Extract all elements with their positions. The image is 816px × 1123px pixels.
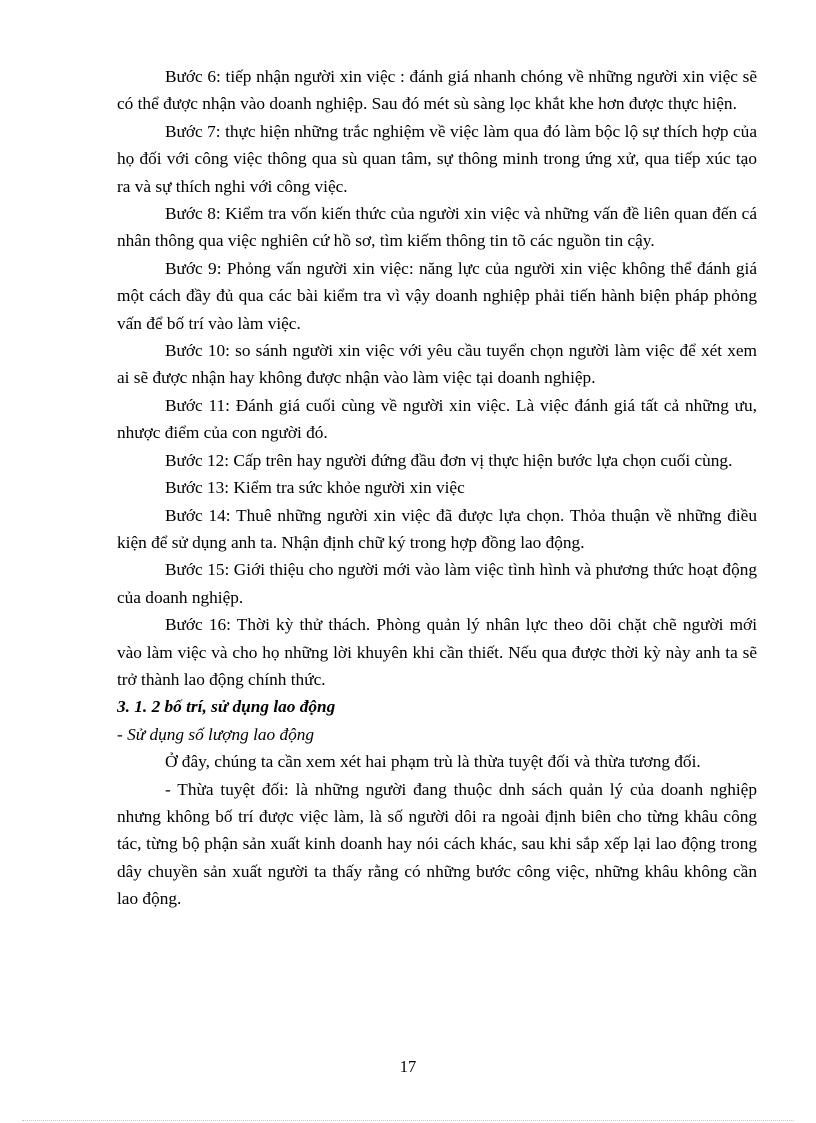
- paragraph-step-7: Bước 7: thực hiện những trắc nghiệm về việc làm qua đó làm bộc lộ sự thích hợp của họ đối với công việc thông qua sù quan tâm, sự thông minh trong ứng xử, qua tiếp xúc tạo ra và sự thích nghi với công việc.: [117, 121, 757, 196]
- page-content: [117, 63, 757, 913]
- paragraph-step-12: Bước 12: Cấp trên hay người đứng đầu đơn vị thực hiện bước lựa chọn cuối cùng.: [165, 450, 733, 470]
- paragraph-step-14: Bước 14: Thuê những người xin việc đã được lựa chọn. Thỏa thuận về những điều kiện để sử dụng anh ta. Nhận định chữ ký trong hợp đồng lao động.: [117, 505, 757, 552]
- paragraph-absolute-surplus: - Thừa tuyệt đối: là những người đang thuộc dnh sách quản lý của doanh nghiệp nhưng không bố trí được việc làm, là số người dôi ra ngoài định biên cho từng khâu công tác, từng bộ phận sản xuất kinh doanh hay nói cách khác, sau khi sắp xếp lại lao động trong dây chuyền sản xuất người ta thấy rằng có những bước công việc, những khâu không cần lao động.: [117, 779, 757, 909]
- footer-divider: [22, 1120, 794, 1121]
- paragraph-step-16: Bước 16: Thời kỳ thử thách. Phòng quản lý nhân lực theo dõi chặt chẽ người mới vào làm việc và cho họ những lời khuyên khi cần thiết. Nếu qua được thời kỳ này anh ta sẽ trở thành lao động chính thức.: [117, 615, 757, 689]
- paragraph-step-11: Bước 11: Đánh giá cuối cùng về người xin việc. Là việc đánh giá tất cả những ưu, nhược điểm của con người đó.: [117, 395, 757, 443]
- paragraph-surplus-intro: Ở đây, chúng ta cần xem xét hai phạm trù là thừa tuyệt đối và thừa tương đối.: [165, 752, 701, 772]
- section-heading: 3. 1. 2 bố trí, sử dụng lao động: [117, 697, 336, 717]
- page-number: 17: [399, 1057, 417, 1076]
- paragraph-step-8: Bước 8: Kiểm tra vốn kiến thức của người xin việc và những vấn đề liên quan đến cá nhân thông qua việc nghiên cứ hồ sơ, tìm kiếm thông tin tõ các nguồn tin cậy.: [117, 204, 757, 251]
- paragraph-step-6: Bước 6: tiếp nhận người xin việc : đánh giá nhanh chóng về những người xin việc sẽ có thể được nhận vào doanh nghiệp. Sau đó mét sù sàng lọc khắt khe hơn được thực hiện.: [117, 67, 757, 114]
- paragraph-step-13: Bước 13: Kiểm tra sức khỏe người xin việc: [165, 478, 465, 498]
- subsection-heading: - Sử dụng số lượng lao động: [117, 724, 315, 744]
- paragraph-step-9: Bước 9: Phỏng vấn người xin việc: năng lực của người xin việc không thể đánh giá một cách đầy đủ qua các bài kiểm tra vì vậy doanh nghiệp phải tiến hành biện pháp phỏng vấn để bố trí vào làm việc.: [117, 258, 757, 333]
- paragraph-step-10: Bước 10: so sánh người xin việc với yêu cầu tuyển chọn người làm việc để xét xem ai sẽ được nhận hay không được nhận vào làm việc tại doanh nghiệp.: [117, 341, 757, 388]
- paragraph-step-15: Bước 15: Giới thiệu cho người mới vào làm việc tình hình và phương thức hoạt động của doanh nghiệp.: [117, 560, 757, 607]
